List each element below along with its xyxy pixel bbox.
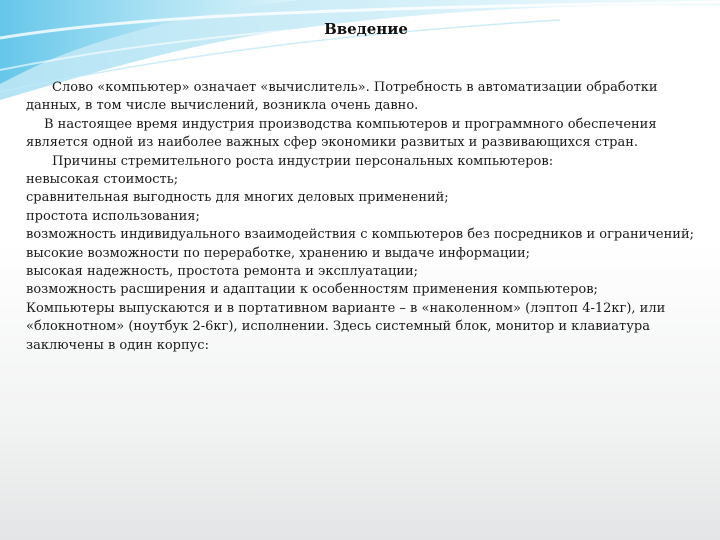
list-item: высокие возможности по переработке, хранению и выдаче информации; bbox=[26, 245, 531, 261]
paragraph-reasons-heading: Причины стремительного роста индустрии персональных компьютеров: bbox=[52, 153, 554, 169]
paragraph-intro: Слово «компьютер» означает «вычислитель». Потребность в автоматизации обработки данных, в том числе вычислений, возникла очень давно. bbox=[26, 80, 658, 114]
list-item: возможность индивидуального взаимодействия с компьютеров без посредников и ограничений; bbox=[26, 227, 694, 243]
slide-title: Введение bbox=[324, 20, 408, 38]
list-item: простота использования; bbox=[26, 208, 200, 224]
slide-body bbox=[26, 79, 710, 355]
list-item: высокая надежность, простота ремонта и эксплуатации; bbox=[26, 264, 419, 280]
list-item: невысокая стоимость; bbox=[26, 172, 179, 188]
paragraph-portable: Компьютеры выпускаются и в портативном варианте – в «наколенном» (лэптоп 4-12кг), или «блокнотном» (ноутбук 2-6кг), исполнении. Здесь системный блок, монитор и клавиатура заключены в один корпус: bbox=[26, 300, 666, 353]
list-item: сравнительная выгодность для многих деловых применений; bbox=[26, 190, 449, 206]
list-item: возможность расширения и адаптации к особенностям применения компьютеров; bbox=[26, 282, 598, 298]
paragraph-industry: В настоящее время индустрия производства компьютеров и программного обеспечения является одной из наиболее важных сфер экономики развитых и развивающихся стран. bbox=[26, 116, 657, 151]
